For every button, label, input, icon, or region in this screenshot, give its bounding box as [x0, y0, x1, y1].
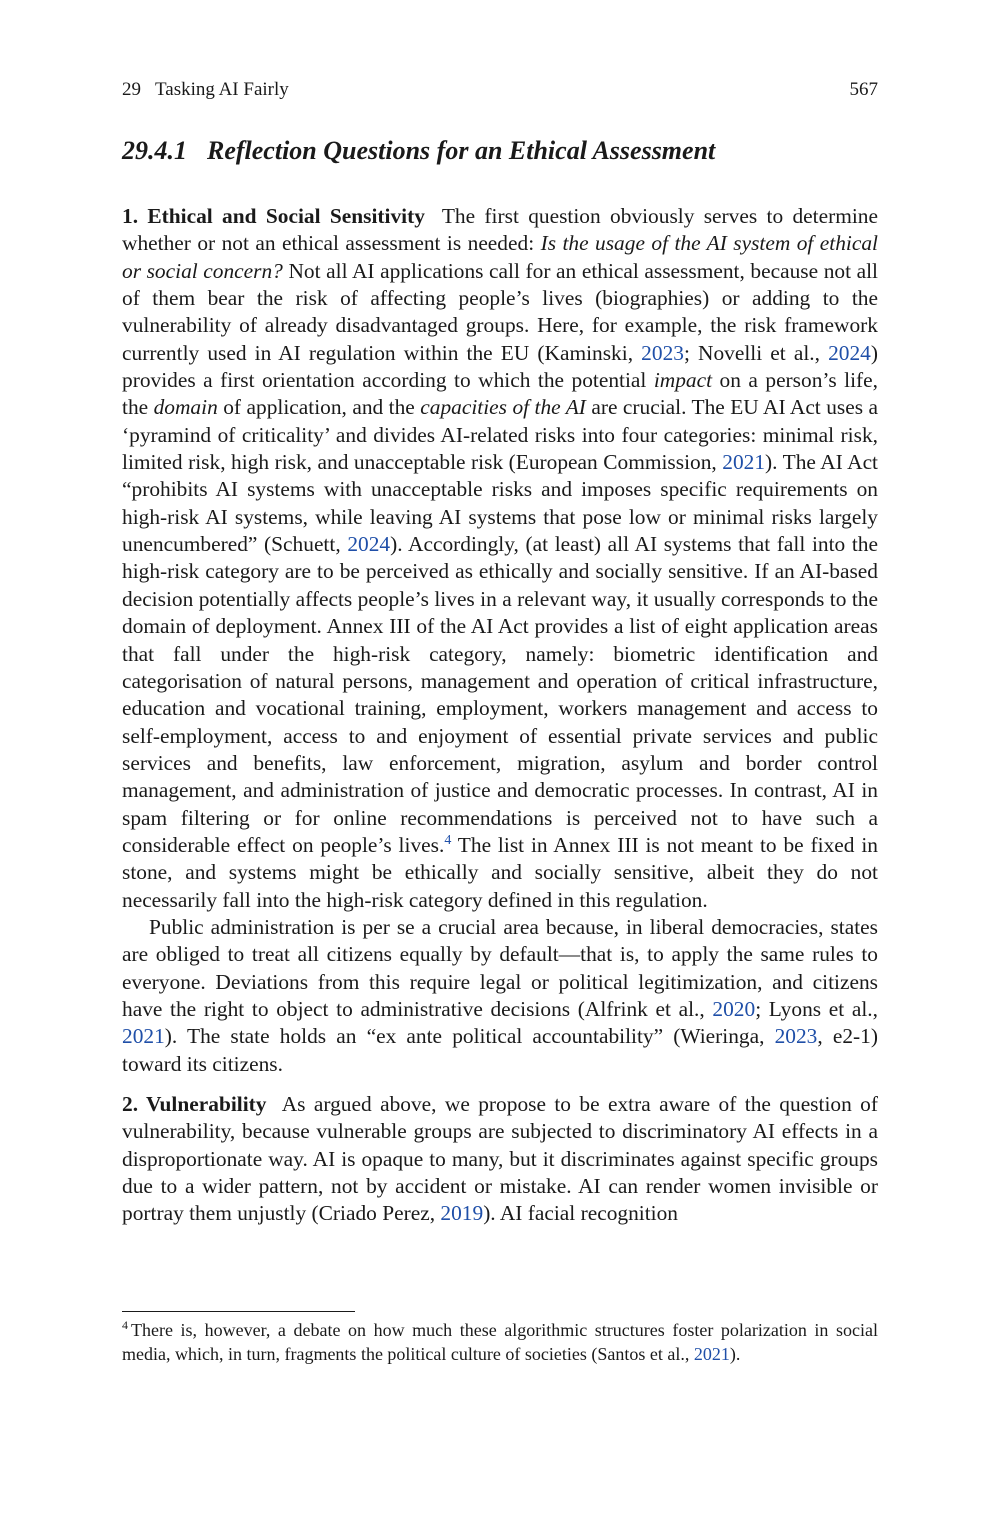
citation-link[interactable]: 2024	[828, 340, 871, 365]
section-title: Reflection Questions for an Ethical Assessment	[207, 136, 716, 165]
text-run: The first question obviously serves to determine whether or not an ethical assessment is needed:	[122, 204, 878, 256]
text-run: ). Accordingly, (at least) all AI systems that fall into the high-risk category are to be perceived as ethically and socially sensitive. If an AI-based decision potentially affects people’s lives in a relevant way, it usually corresponds to the domain of deployment. Annex III of the AI Act provides a list of eight application areas that fall under the high-risk category, namely: biometric identification and categorisation of natural persons, management and operation of critical infrastructure, education and vocational training, employment, workers management and access to self-employment, access to and enjoyment of essential private services and public services and benefits, law enforcement, migration, asylum and border control management, and administration of justice and democratic processes. In contrast, AI in spam filtering or for online recommendations is perceived not to have such a considerable effect on people’s lives.	[122, 532, 878, 857]
runin-heading-ethical-sensitivity: 1. Ethical and Social Sensitivity	[122, 204, 425, 228]
citation-link[interactable]: 2021	[722, 450, 766, 475]
text-run: As argued above, we propose to be extra aware of the question of vulnerability, because vulnerable groups are subjected to discriminatory AI effects in a disproportionate way. AI is opaque to many, but it discriminates against specific groups due to a wider pattern, not by accident or mistake. AI can render women invisible or portray them unjustly (Criado Perez,	[122, 1092, 878, 1226]
text-run: ; Novelli et al.,	[683, 340, 829, 365]
citation-link[interactable]: 2021	[693, 1344, 730, 1364]
text-run: , e2-1) toward its citizens.	[122, 1024, 878, 1076]
chapter-number: 29	[122, 79, 141, 100]
footnote-divider	[122, 1311, 355, 1312]
citation-link[interactable]: 2020	[712, 996, 756, 1021]
chapter-title: Tasking AI Fairly	[155, 79, 289, 100]
text-run: on a person’s life, the	[122, 368, 878, 420]
section-number: 29.4.1	[122, 136, 187, 165]
paragraph-ethical-sensitivity	[122, 203, 878, 914]
citation-link[interactable]: 2023	[774, 1024, 818, 1049]
text-run: are crucial. The EU AI Act uses a ‘pyramind of criticality’ and divides AI-related risks into four categories: minimal risk, limited risk, high risk, and unacceptable risk (European Commission,	[122, 395, 878, 475]
footnote-reference[interactable]: 4	[444, 832, 452, 848]
footnote	[122, 1318, 878, 1366]
text-run: ). The AI Act “prohibits AI systems with unacceptable risks and imposes specific requirements on high-risk AI systems, while leaving AI systems that pose low or minimal risks largely unencumbered” (Schuett,	[122, 450, 879, 557]
citation-link[interactable]: 2019	[440, 1201, 484, 1226]
text-run: ). The state holds an “ex ante political accountability” (Wieringa,	[164, 1024, 775, 1049]
text-run: ) provides a first orientation according to which the potential	[122, 340, 878, 393]
text-run: Public administration is per se a crucial area because, in liberal democracies, states are obliged to treat all citizens equally by default—that is, to apply the same rules to everyone. Deviations from this require legal or political legitimization, and citizens have the right to object to administrative decisions (Alfrink et al.,	[122, 914, 878, 1021]
running-head-chapter	[122, 78, 289, 102]
text-run: There is, however, a debate on how much these algorithmic structures foster polarization in social media, which, in turn, fragments the political culture of societies (Santos et al.,	[122, 1320, 878, 1364]
emphasis: impact	[653, 368, 713, 393]
text-run: ).	[729, 1344, 741, 1364]
body-text	[122, 203, 878, 1228]
paragraph-public-administration	[122, 914, 878, 1078]
text-run: of application, and the	[217, 395, 421, 420]
text-run: ). AI facial recognition	[483, 1201, 679, 1226]
citation-link[interactable]: 2024	[347, 532, 391, 557]
text-run: The list in Annex III is not meant to be fixed in stone, and systems might be ethically and socially sensitive, albeit they do not necessarily fall into the high-risk category defined in this regulation.	[122, 832, 878, 912]
footnote-mark: 4	[122, 1318, 128, 1332]
paragraph-vulnerability	[122, 1091, 878, 1228]
emphasis: Is the usage of the AI system of ethical or social concern?	[122, 231, 879, 283]
emphasis: capacities of the AI	[420, 395, 586, 420]
text-run: Not all AI applications call for an ethical assessment, because not all of them bear the risk of affecting people’s lives (biographies) or adding to the vulnerability of already disadvantaged groups. Here, for example, the risk framework currently used in AI regulation within the EU (Kaminski,	[122, 258, 878, 365]
citation-link[interactable]: 2023	[641, 340, 684, 365]
page-number: 567	[849, 79, 878, 100]
section-heading	[122, 134, 715, 168]
emphasis: domain	[153, 395, 218, 420]
text-run: ; Lyons et al.,	[755, 996, 878, 1021]
citation-link[interactable]: 2021	[122, 1024, 165, 1049]
runin-heading-vulnerability: 2. Vulnerability	[122, 1092, 267, 1116]
